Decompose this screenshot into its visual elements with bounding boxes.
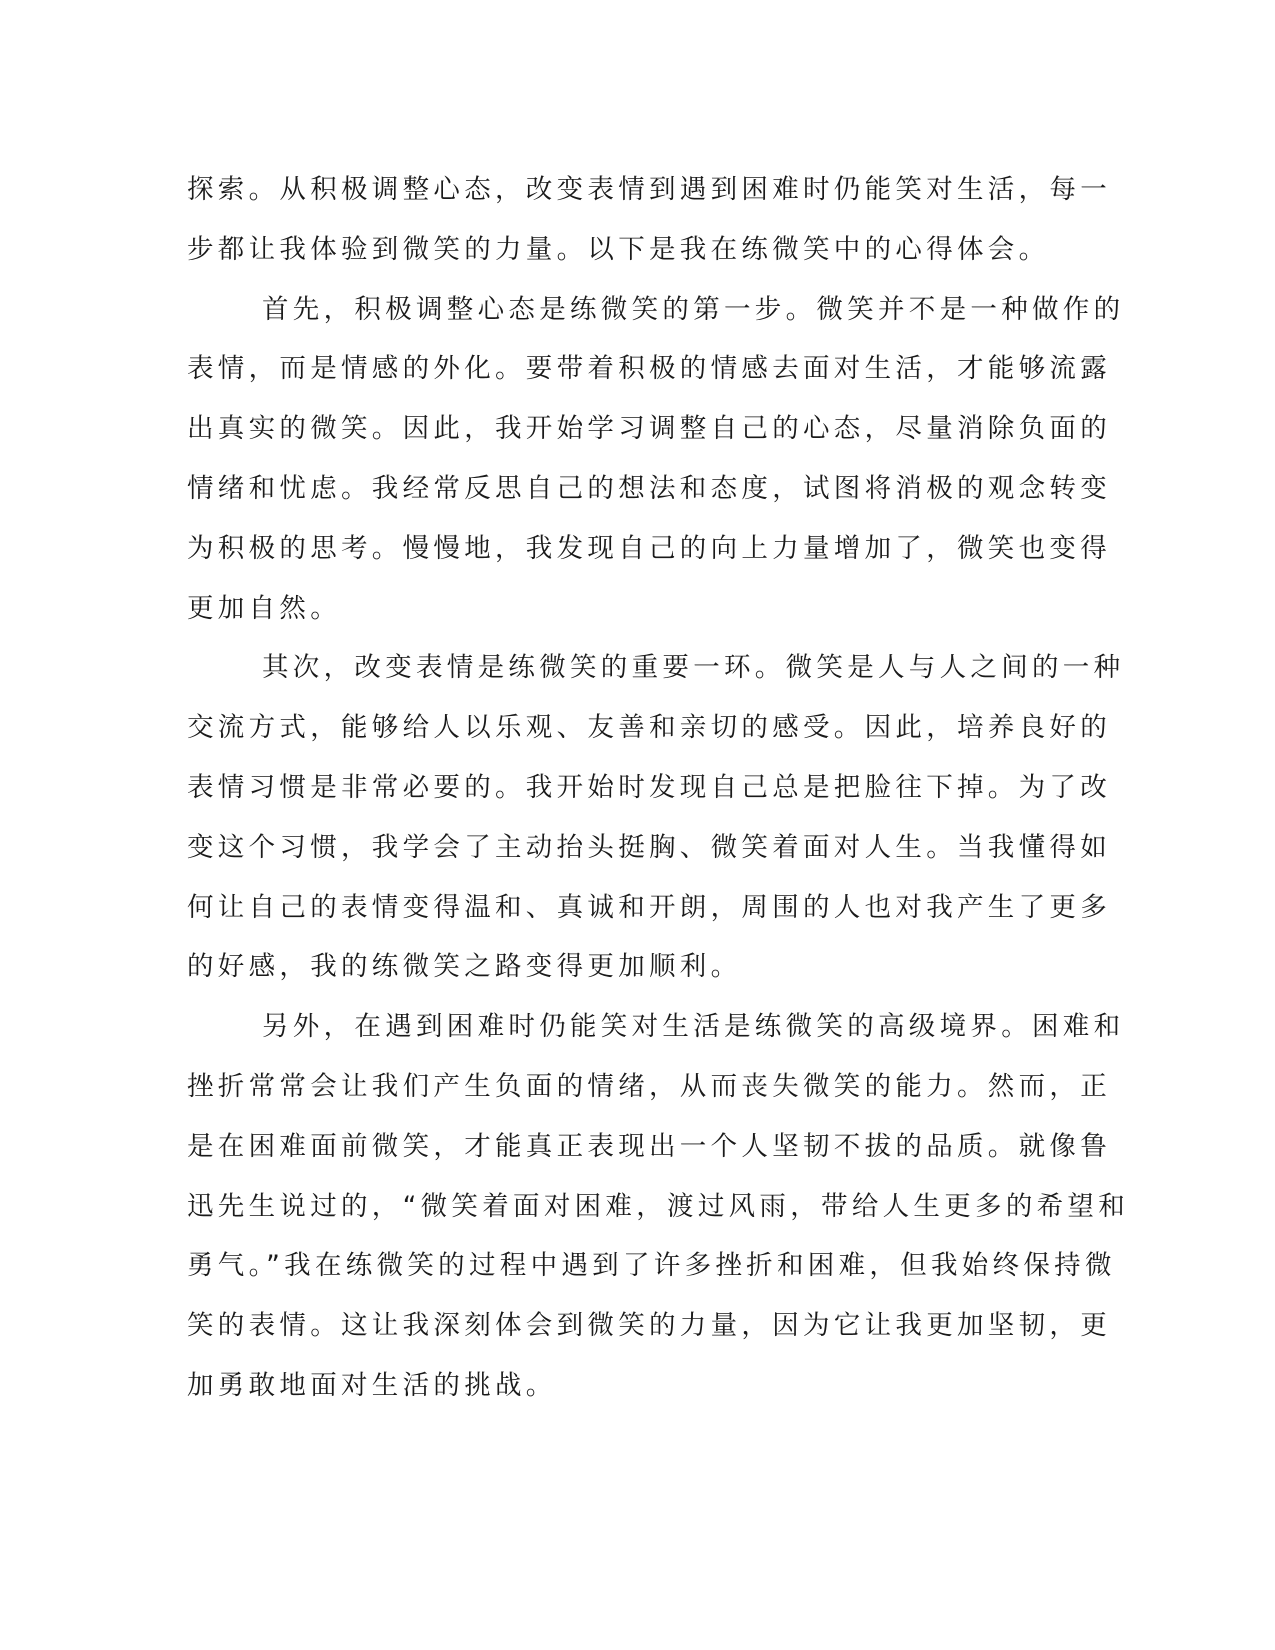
text-line: 变这个习惯，我学会了主动抬头挺胸、微笑着面对人生。当我懂得如 — [187, 831, 1111, 863]
text-line: 更加自然。 — [187, 592, 341, 624]
text-line: 出真实的微笑。因此，我开始学习调整自己的心态，尽量消除负面的 — [187, 413, 1111, 445]
text-line: 步都让我体验到微笑的力量。以下是我在练微笑中的心得体会。 — [187, 233, 1050, 265]
text-line: 挫折常常会让我们产生负面的情绪，从而丧失微笑的能力。然而，正 — [187, 1070, 1111, 1102]
paragraph-first-line: 首先，积极调整心态是练微笑的第一步。微笑并不是一种做作的 — [262, 293, 1125, 325]
text-line: 交流方式，能够给人以乐观、友善和亲切的感受。因此，培养良好的 — [187, 712, 1111, 744]
text-line: 是在困难面前微笑，才能真正表现出一个人坚韧不拔的品质。就像鲁 — [187, 1130, 1111, 1162]
text-line: 勇气。”我在练微笑的过程中遇到了许多挫折和困难，但我始终保持微 — [187, 1250, 1116, 1282]
text-line: 表情，而是情感的外化。要带着积极的情感去面对生活，才能够流露 — [187, 353, 1111, 385]
paragraph-first-line: 其次，改变表情是练微笑的重要一环。微笑是人与人之间的一种 — [262, 652, 1125, 684]
document-body — [187, 160, 1130, 1416]
text-line: 加勇敢地面对生活的挑战。 — [187, 1369, 557, 1401]
text-line: 何让自己的表情变得温和、真诚和开朗，周围的人也对我产生了更多 — [187, 891, 1111, 923]
text-line: 的好感，我的练微笑之路变得更加顺利。 — [187, 951, 742, 983]
text-line: 迅先生说过的，“微笑着面对困难，渡过风雨，带给人生更多的希望和 — [187, 1190, 1130, 1222]
text-line: 探索。从积极调整心态，改变表情到遇到困难时仍能笑对生活，每一 — [187, 174, 1111, 205]
paragraph-first-line: 另外，在遇到困难时仍能笑对生活是练微笑的高级境界。困难和 — [262, 1011, 1125, 1043]
text-line: 表情习惯是非常必要的。我开始时发现自己总是把脸往下掉。为了改 — [187, 771, 1111, 803]
text-line: 为积极的思考。慢慢地，我发现自己的向上力量增加了，微笑也变得 — [187, 532, 1111, 564]
text-line: 情绪和忧虑。我经常反思自己的想法和态度，试图将消极的观念转变 — [187, 472, 1111, 504]
text-line: 笑的表情。这让我深刻体会到微笑的力量，因为它让我更加坚韧，更 — [187, 1310, 1111, 1342]
